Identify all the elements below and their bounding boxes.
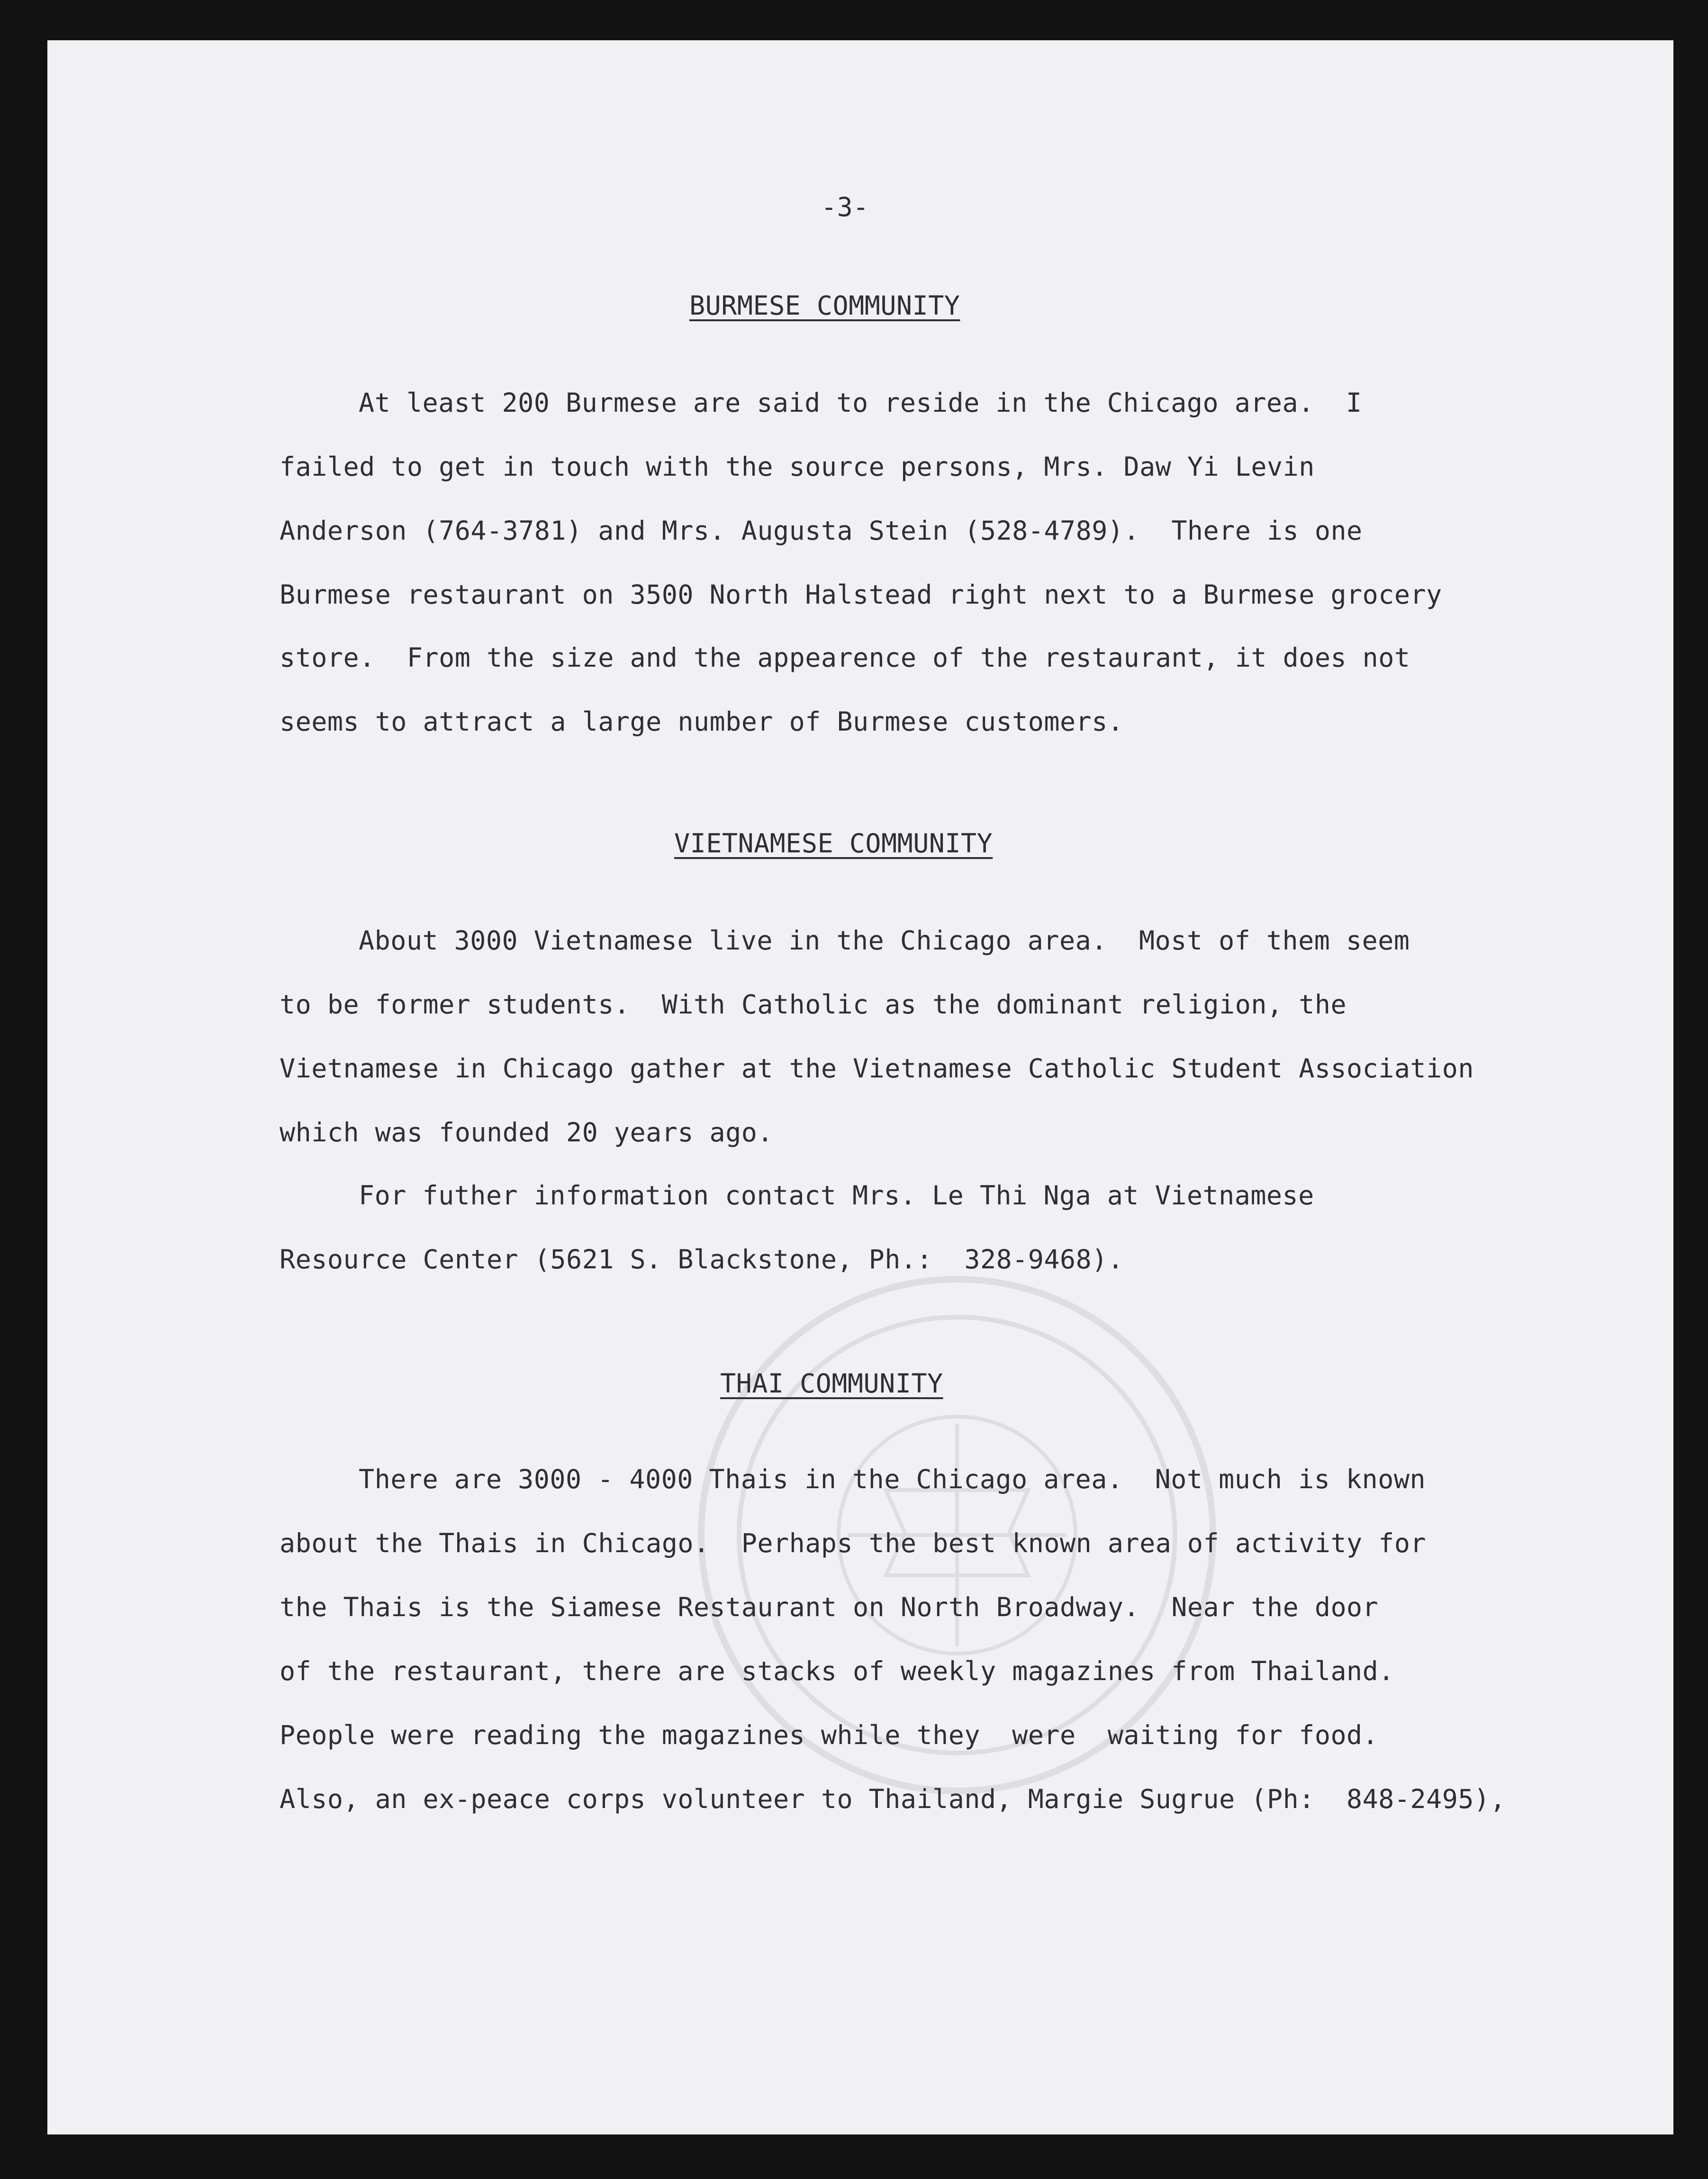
paragraph-line: Vietnamese in Chicago gather at the Vietnamese Catholic Student Association — [280, 1053, 1474, 1084]
heading-vietnamese-community: VIETNAMESE COMMUNITY — [674, 828, 993, 859]
heading-burmese-community: BURMESE COMMUNITY — [689, 290, 960, 321]
paragraph-line: the Thais is the Siamese Restaurant on North Broadway. Near the door — [280, 1592, 1379, 1622]
paragraph-line: failed to get in touch with the source persons, Mrs. Daw Yi Levin — [280, 452, 1315, 482]
paragraph-line: At least 200 Burmese are said to reside in the Chicago area. I — [359, 388, 1362, 418]
paragraph-line: to be former students. With Catholic as the dominant religion, the — [280, 989, 1347, 1020]
paragraph-line: seems to attract a large number of Burmese customers. — [280, 706, 1124, 737]
document-body — [47, 40, 1673, 2134]
paragraph-line: About 3000 Vietnamese live in the Chicago area. Most of them seem — [359, 925, 1410, 956]
paragraph-line: which was founded 20 years ago. — [280, 1117, 773, 1148]
paragraph-line: People were reading the magazines while they were waiting for food. — [280, 1720, 1379, 1750]
paragraph-line: about the Thais in Chicago. Perhaps the best known area of activity for — [280, 1528, 1427, 1558]
paragraph-line: store. From the size and the appearence of the restaurant, it does not — [280, 642, 1410, 673]
paragraph-line: of the restaurant, there are stacks of weekly magazines from Thailand. — [280, 1656, 1394, 1686]
document-page — [47, 40, 1673, 2134]
paragraph-line: There are 3000 - 4000 Thais in the Chicago area. Not much is known — [359, 1464, 1426, 1494]
page-number: -3- — [821, 192, 869, 222]
paragraph-line: Anderson (764-3781) and Mrs. Augusta Stein (528-4789). There is one — [280, 515, 1363, 546]
heading-thai-community: THAI COMMUNITY — [720, 1368, 943, 1399]
paragraph-line: For futher information contact Mrs. Le Thi Nga at Vietnamese — [359, 1180, 1314, 1211]
paragraph-line: Also, an ex-peace corps volunteer to Thailand, Margie Sugrue (Ph: 848-2495), — [280, 1784, 1506, 1814]
paragraph-line: Burmese restaurant on 3500 North Halstead right next to a Burmese grocery — [280, 579, 1442, 610]
paragraph-line: Resource Center (5621 S. Blackstone, Ph.: 328-9468). — [280, 1244, 1124, 1275]
